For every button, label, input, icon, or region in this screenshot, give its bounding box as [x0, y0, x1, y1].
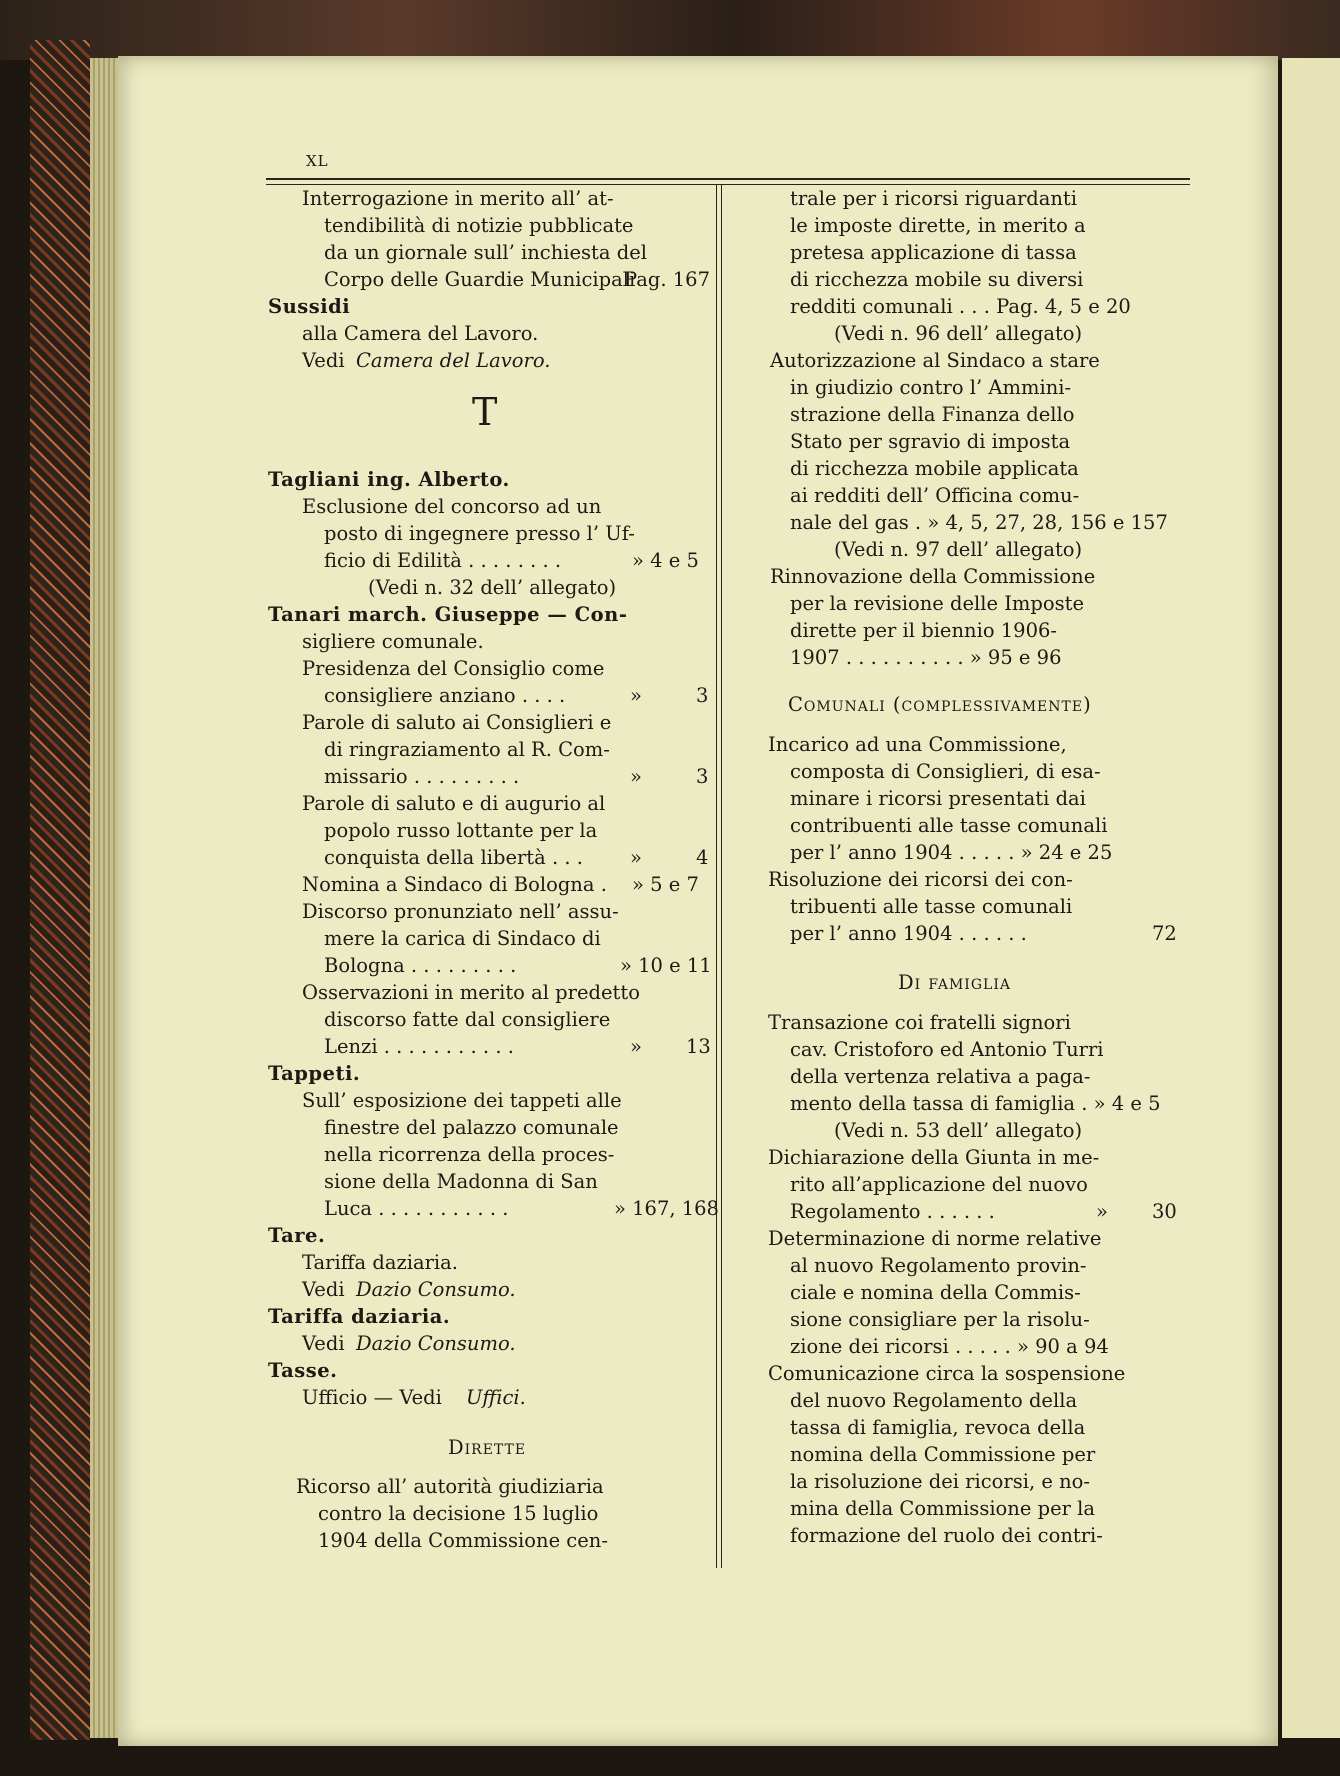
index-line: Pag. 167 [624, 268, 710, 291]
index-line: 1904 della Commissione cen- [318, 1529, 608, 1552]
index-line: 1907 . . . . . . . . . . » 95 e 96 [790, 646, 1062, 669]
page-number: XL [306, 152, 329, 170]
index-line: in giudizio contro l’ Ammini- [790, 376, 1072, 399]
index-line: Incarico ad una Commissione, [768, 733, 1067, 756]
index-line: popolo russo lottante per la [324, 819, 598, 842]
index-line: (Vedi n. 53 dell’ allegato) [834, 1119, 1083, 1142]
index-line: (Vedi n. 96 dell’ allegato) [834, 322, 1083, 345]
index-line: posto di ingegnere presso l’ Uf- [324, 522, 635, 545]
index-line: tendibilità di notizie pubblicate [324, 214, 634, 237]
index-line: contribuenti alle tasse comunali [790, 814, 1108, 837]
index-line: T [472, 390, 498, 434]
index-line: » [630, 765, 642, 788]
index-line: Autorizzazione al Sindaco a stare [770, 349, 1100, 372]
index-line: ficio di Edilità . . . . . . . . [324, 549, 562, 572]
index-line: Dazio Consumo. [356, 1332, 516, 1355]
index-line: Discorso pronunziato nell’ assu- [302, 900, 619, 923]
index-line: tribuenti alle tasse comunali [790, 895, 1073, 918]
index-line: Tariffa daziaria. [268, 1305, 451, 1328]
index-line: di ricchezza mobile su diversi [790, 268, 1084, 291]
index-line: ai redditi dell’ Officina comu- [790, 484, 1080, 507]
index-line: Esclusione del concorso ad un [302, 495, 602, 518]
index-line: nella ricorrenza della proces- [324, 1143, 615, 1166]
index-line: mina della Commissione per la [790, 1497, 1096, 1520]
index-line: al nuovo Regolamento provin- [790, 1254, 1087, 1277]
index-line: per la revisione delle Imposte [790, 592, 1085, 615]
index-line: missario . . . . . . . . . [324, 765, 520, 788]
index-line: Tariffa daziaria. [302, 1251, 458, 1274]
index-line: Corpo delle Guardie Municipali [324, 268, 636, 291]
index-line: rito all’applicazione del nuovo [790, 1173, 1088, 1196]
index-line: trale per i ricorsi riguardanti [790, 187, 1078, 210]
index-line: redditi comunali . . . Pag. 4, 5 e 20 [790, 295, 1131, 318]
index-line: dirette per il biennio 1906- [790, 619, 1057, 642]
index-line: zione dei ricorsi . . . . . » 90 a 94 [790, 1335, 1109, 1358]
index-line: » [630, 846, 642, 869]
index-line: Vedi [302, 1332, 345, 1355]
index-line: Sussidi [268, 295, 351, 318]
index-line: Bologna . . . . . . . . . [324, 954, 517, 977]
index-line: della vertenza relativa a paga- [790, 1065, 1091, 1088]
index-line: le imposte dirette, in merito a [790, 214, 1086, 237]
column-divider [716, 184, 722, 1568]
index-line: ciale e nomina della Commis- [790, 1281, 1081, 1304]
index-line: Dichiarazione della Giunta in me- [768, 1146, 1100, 1169]
index-line: Ufficio — Vedi [302, 1386, 442, 1409]
index-line: Comunali (complessivamente) [788, 693, 1092, 716]
index-line: Tappeti. [268, 1062, 361, 1085]
index-line: 13 [686, 1035, 711, 1058]
index-line: Lenzi . . . . . . . . . . . [324, 1035, 514, 1058]
index-line: nale del gas . » 4, 5, 27, 28, 156 e 157 [790, 511, 1168, 534]
index-line: pretesa applicazione di tassa [790, 241, 1077, 264]
index-line: formazione del ruolo dei contri- [790, 1524, 1103, 1547]
index-line: Presidenza del Consiglio come [302, 657, 605, 680]
index-line: 3 [696, 684, 709, 707]
index-line: Tagliani ing. Alberto. [268, 468, 510, 491]
facing-page-edge [1282, 58, 1340, 1738]
index-line: alla Camera del Lavoro. [302, 322, 539, 345]
index-line: Tanari march. Giuseppe — Con- [268, 603, 628, 626]
index-line: per l’ anno 1904 . . . . . . [790, 922, 1027, 945]
index-line: Luca . . . . . . . . . . . [324, 1197, 509, 1220]
index-line: Dazio Consumo. [356, 1278, 516, 1301]
index-line: sigliere comunale. [302, 630, 484, 653]
index-line: da un giornale sull’ inchiesta del [324, 241, 647, 264]
index-line: di ricchezza mobile applicata [790, 457, 1079, 480]
index-line: Rinnovazione della Commissione [770, 565, 1096, 588]
book-cover-marbled-edge [30, 40, 90, 1740]
index-line: Interrogazione in merito all’ at- [302, 187, 614, 210]
index-line: (Vedi n. 97 dell’ allegato) [834, 538, 1083, 561]
index-line: mento della tassa di famiglia . » 4 e 5 [790, 1092, 1161, 1115]
index-line: Comunicazione circa la sospensione [768, 1362, 1126, 1385]
index-line: » 5 e 7 [632, 873, 699, 896]
index-line: Camera del Lavoro. [356, 349, 551, 372]
index-line: sione consigliare per la risolu- [790, 1308, 1090, 1331]
index-line: » [1096, 1200, 1108, 1223]
index-line: Osservazioni in merito al predetto [302, 981, 640, 1004]
index-line: composta di Consiglieri, di esa- [790, 760, 1101, 783]
index-line: 72 [1152, 922, 1177, 945]
index-line: Tasse. [268, 1359, 338, 1382]
index-line: strazione della Finanza dello [790, 403, 1075, 426]
index-line: finestre del palazzo comunale [324, 1116, 619, 1139]
index-line: tassa di famiglia, revoca della [790, 1416, 1086, 1439]
index-line: Stato per sgravio di imposta [790, 430, 1071, 453]
index-line: consigliere anziano . . . . [324, 684, 566, 707]
index-line: » [630, 684, 642, 707]
index-line: conquista della libertà . . . [324, 846, 583, 869]
index-line: Dirette [448, 1436, 527, 1459]
index-line: sione della Madonna di San [324, 1170, 598, 1193]
index-line: la risoluzione dei ricorsi, e no- [790, 1470, 1090, 1493]
index-line: Vedi [302, 349, 345, 372]
index-line: discorso fatte dal consigliere [324, 1008, 611, 1031]
index-line: » 167, 168 [614, 1197, 719, 1220]
index-line: nomina della Commissione per [790, 1443, 1096, 1466]
index-line: Tare. [268, 1224, 326, 1247]
index-line: Nomina a Sindaco di Bologna . [302, 873, 607, 896]
index-line: Determinazione di norme relative [768, 1227, 1102, 1250]
index-line: di ringraziamento al R. Com- [324, 738, 610, 761]
index-line: 4 [696, 846, 709, 869]
index-line: Di famiglia [898, 971, 1011, 994]
header-rule [266, 178, 1190, 185]
index-line: Transazione coi fratelli signori [768, 1011, 1071, 1034]
index-line: cav. Cristoforo ed Antonio Turri [790, 1038, 1104, 1061]
index-line: » 10 e 11 [620, 954, 712, 977]
index-line: Regolamento . . . . . . [790, 1200, 995, 1223]
index-line: del nuovo Regolamento della [790, 1389, 1078, 1412]
index-line: Risoluzione dei ricorsi dei con- [768, 868, 1073, 891]
index-line: per l’ anno 1904 . . . . . » 24 e 25 [790, 841, 1113, 864]
index-line: contro la decisione 15 luglio [318, 1502, 599, 1525]
book-cover-top [0, 0, 1340, 60]
index-line: Uffici. [466, 1386, 526, 1409]
index-line: Sull’ esposizione dei tappeti alle [302, 1089, 622, 1112]
index-line: minare i ricorsi presentati dai [790, 787, 1086, 810]
index-line: Ricorso all’ autorità giudiziaria [296, 1475, 604, 1498]
index-line: 30 [1152, 1200, 1177, 1223]
index-line: » [630, 1035, 642, 1058]
index-line: Parole di saluto ai Consiglieri e [302, 711, 612, 734]
index-line: Vedi [302, 1278, 345, 1301]
index-line: (Vedi n. 32 dell’ allegato) [368, 576, 617, 599]
index-line: mere la carica di Sindaco di [324, 927, 601, 950]
index-line: Parole di saluto e di augurio al [302, 792, 606, 815]
index-line: » 4 e 5 [632, 549, 699, 572]
index-line: 3 [696, 765, 709, 788]
